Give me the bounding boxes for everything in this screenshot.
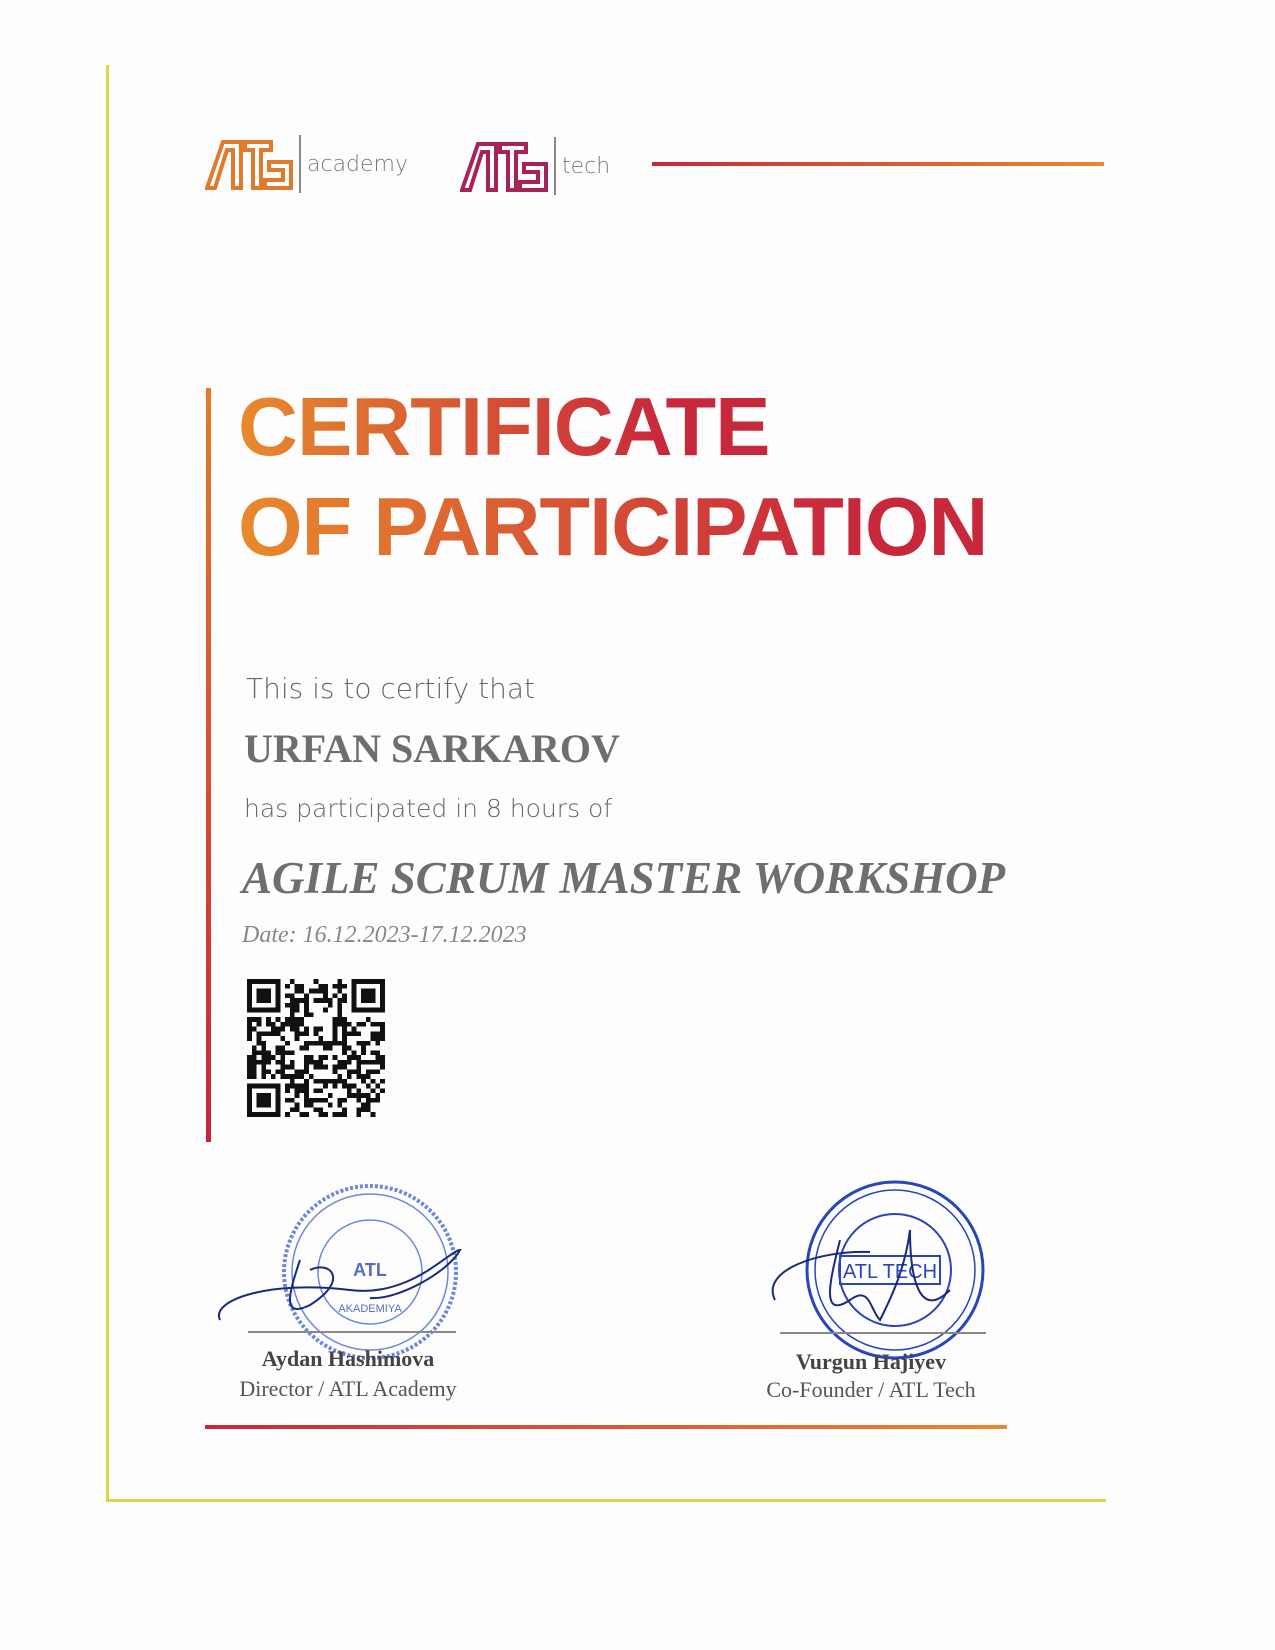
signatory-name: Vurgun Hajiyev	[795, 1349, 947, 1374]
accent-bar	[206, 388, 211, 1142]
logo-divider	[554, 137, 556, 195]
svg-text:ATL: ATL	[353, 1260, 387, 1280]
course-date: Date: 16.12.2023-17.12.2023	[242, 922, 527, 948]
signatory-role: Director / ATL Academy	[239, 1376, 457, 1401]
logo-tech-word: tech	[562, 153, 611, 179]
footer-rule	[205, 1425, 1007, 1429]
certificate-title-line2: OF PARTICIPATION	[238, 480, 988, 573]
signature-line	[780, 1332, 986, 1334]
atl-academy-mark-icon	[205, 138, 293, 190]
signatory-role: Co-Founder / ATL Tech	[766, 1377, 976, 1402]
paper-edge-bottom	[106, 1499, 1106, 1502]
signatory-name: Aydan Hashimova	[261, 1346, 435, 1371]
certificate-title-line1: CERTIFICATE	[238, 380, 770, 473]
participated-text: has participated in 8 hours of	[244, 794, 613, 823]
header-rule	[652, 162, 1104, 166]
atl-tech-mark-icon	[460, 140, 548, 192]
svg-text:ATL TECH: ATL TECH	[842, 1261, 938, 1283]
stamp-atl-academy	[210, 1180, 480, 1360]
logo-academy-word: academy	[307, 151, 409, 177]
logo-divider	[299, 135, 301, 193]
recipient-name: URFAN SARKAROV	[244, 726, 620, 771]
svg-text:AKADEMIYA: AKADEMIYA	[338, 1303, 402, 1315]
certify-text: This is to certify that	[246, 672, 535, 705]
atl-tech-logo	[460, 137, 610, 195]
paper-edge-left	[106, 65, 109, 1502]
qr-code	[247, 978, 385, 1118]
qr-modules	[247, 979, 385, 1117]
course-name: AGILE SCRUM MASTER WORKSHOP	[242, 853, 1006, 903]
atl-academy-logo	[205, 135, 408, 193]
signature-line	[248, 1331, 456, 1333]
